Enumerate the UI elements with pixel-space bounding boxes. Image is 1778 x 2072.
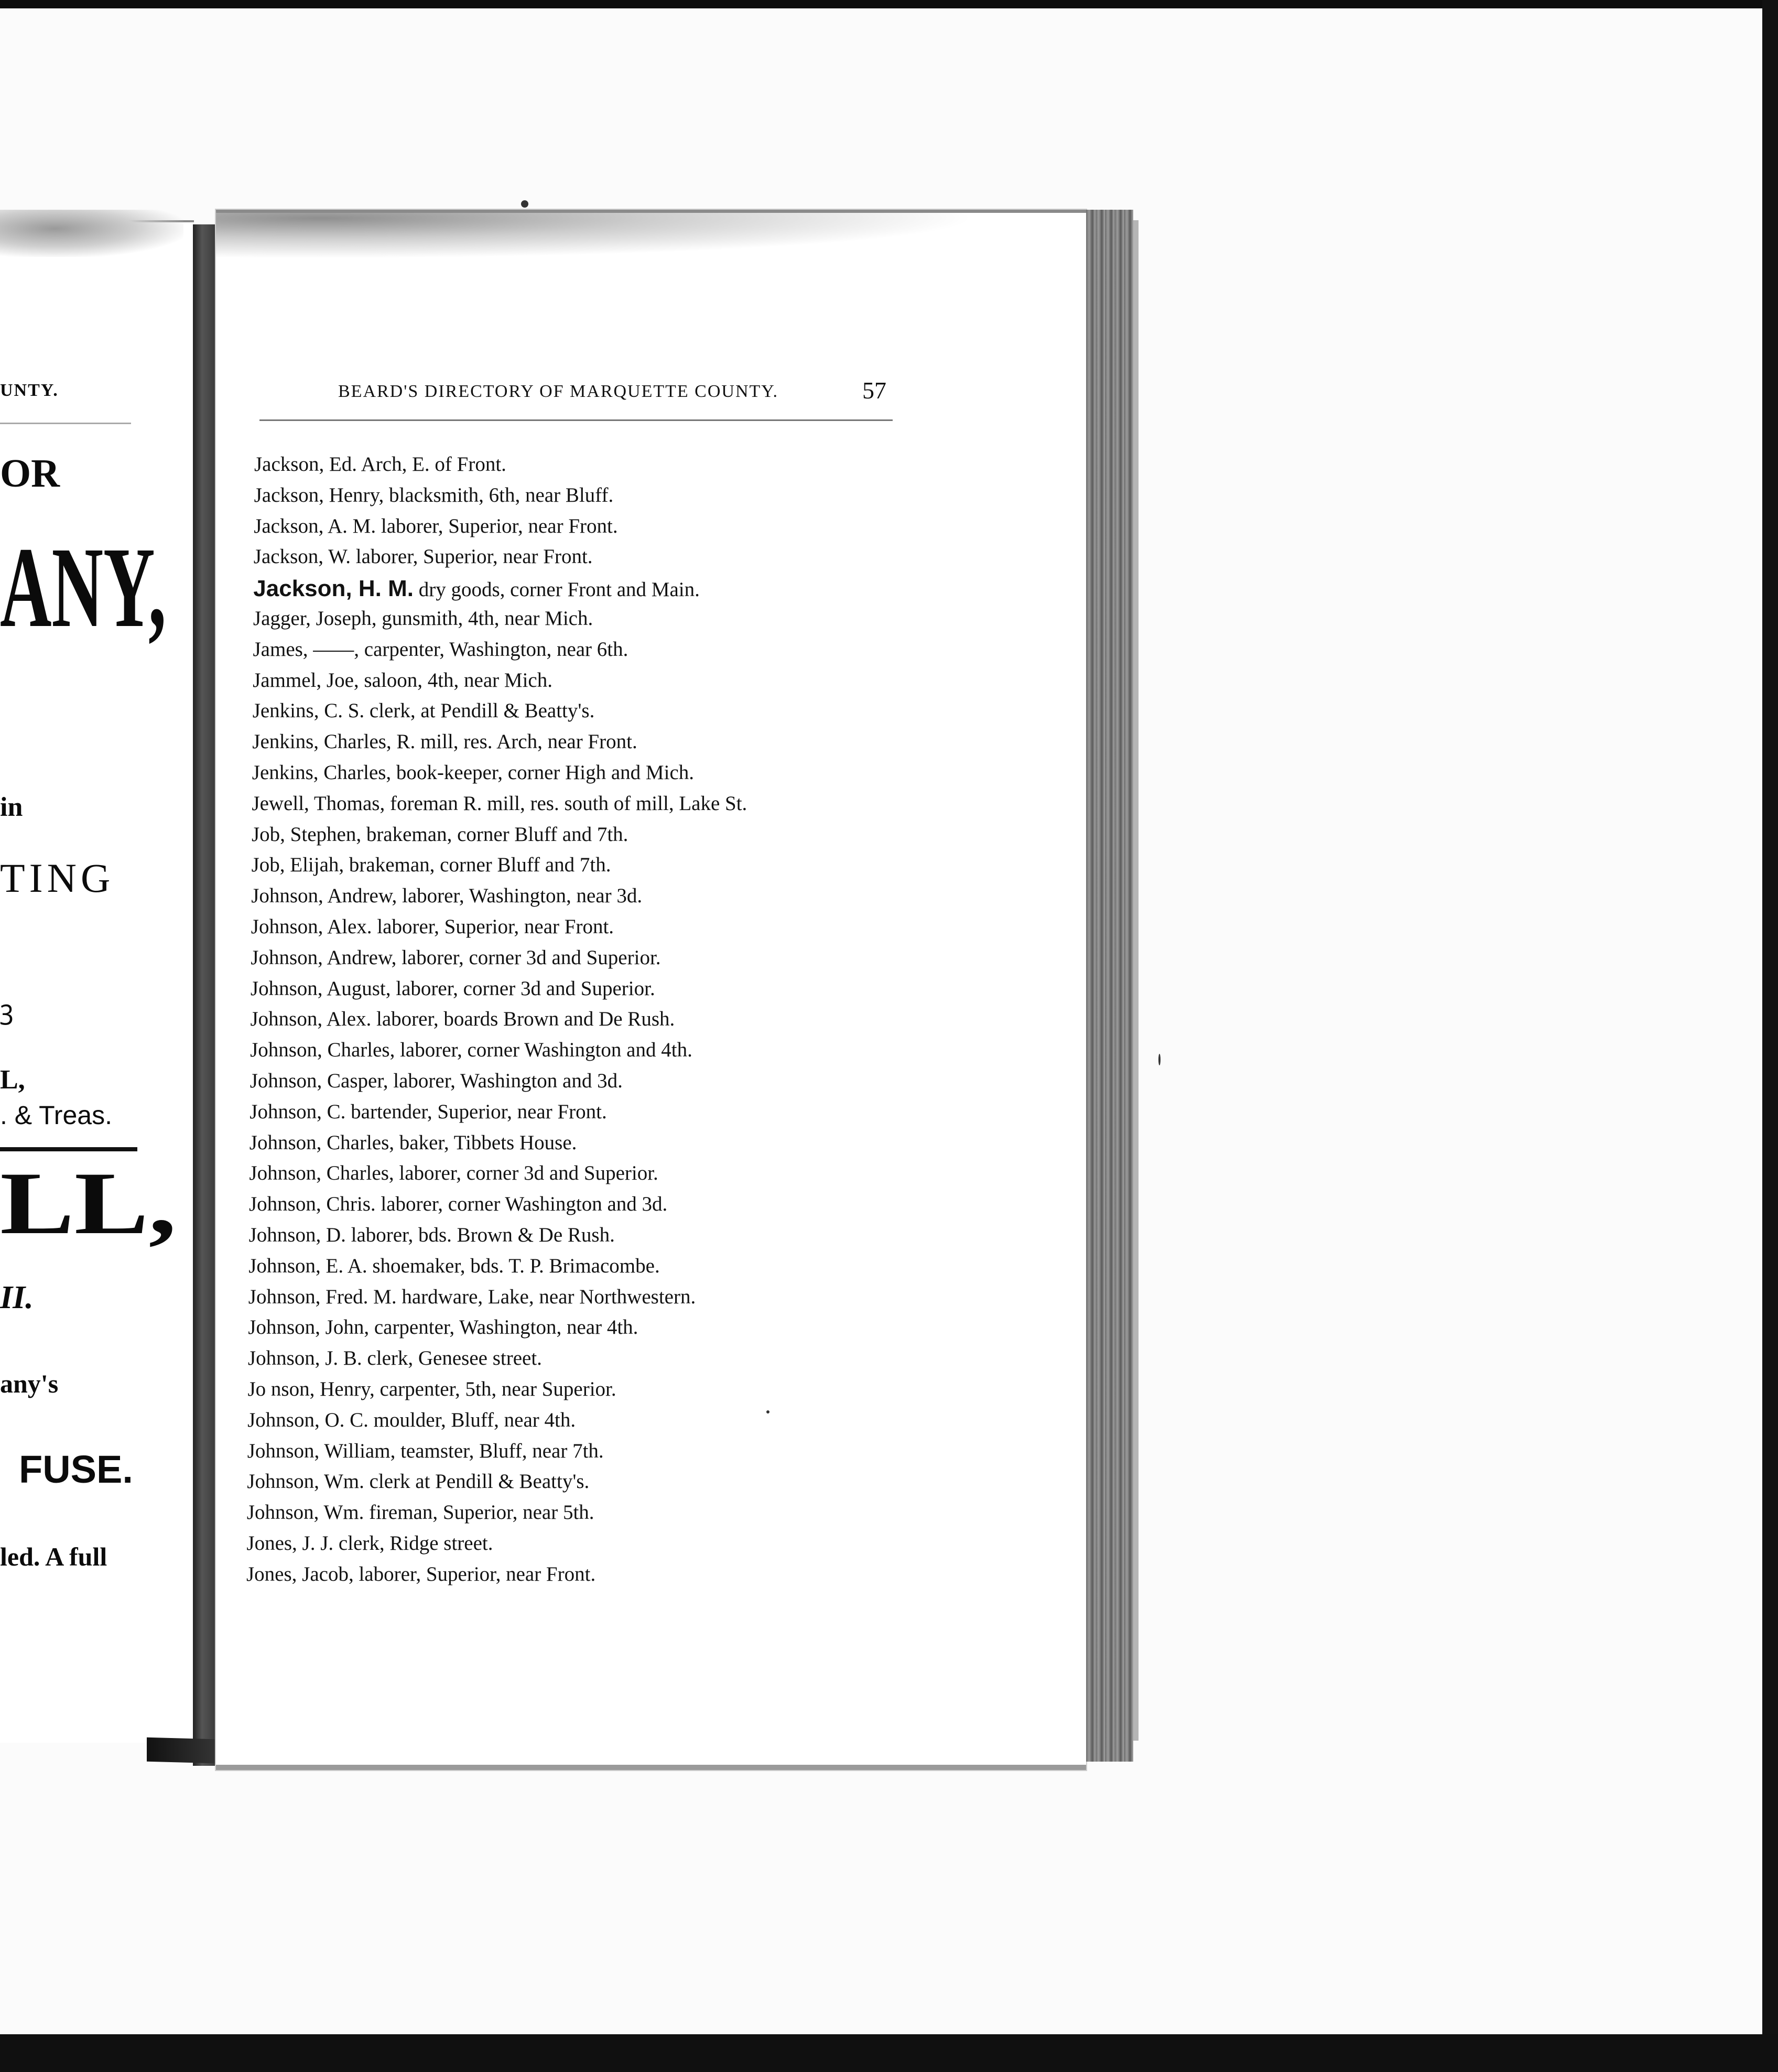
scan-speck <box>1158 1054 1161 1065</box>
directory-entry <box>253 577 700 600</box>
directory-entry <box>250 1102 606 1122</box>
scan-border-bottom <box>0 2034 1778 2072</box>
directory-entry <box>254 454 506 474</box>
directory-entry <box>249 1163 658 1183</box>
scan-border-right <box>1762 0 1778 2072</box>
entry-text: Johnson, E. A. shoemaker, bds. T. P. Brimacombe. <box>248 1254 660 1277</box>
directory-entry <box>250 1040 692 1060</box>
directory-entry <box>252 762 694 783</box>
page-edge-outer <box>1133 220 1139 1741</box>
directory-entry <box>249 1225 615 1245</box>
entry-text: Jackson, Henry, blacksmith, 6th, near Bluff. <box>254 483 614 506</box>
entry-text: Johnson, Alex. laborer, Superior, near Front. <box>251 915 614 938</box>
entry-text: Jammel, Joe, saloon, 4th, near Mich. <box>253 668 552 692</box>
left-line-ll: LL, <box>0 1154 177 1253</box>
directory-entry <box>246 1564 595 1584</box>
entry-text: Johnson, Charles, baker, Tibbets House. <box>249 1131 577 1154</box>
entry-text: Johnson, John, carpenter, Washington, near 4th. <box>248 1316 638 1339</box>
directory-entry <box>252 855 611 875</box>
entry-text: dry goods, corner Front and Main. <box>413 578 700 601</box>
directory-entry <box>246 1533 493 1553</box>
entry-text: Johnson, Wm. clerk at Pendill & Beatty's. <box>247 1470 590 1493</box>
entry-text: Jenkins, Charles, R. mill, res. Arch, near Front. <box>252 730 637 753</box>
left-line-fuse: FUSE. <box>19 1448 133 1491</box>
entry-text: Johnson, Fred. M. hardware, Lake, near Northwestern. <box>248 1285 696 1308</box>
directory-entry <box>250 1132 577 1153</box>
entry-text: Jo nson, Henry, carpenter, 5th, near Superior. <box>247 1378 616 1400</box>
directory-entry <box>254 516 617 536</box>
entry-text: Johnson, Alex. laborer, boards Brown and De Rush. <box>250 1008 675 1031</box>
directory-entry <box>251 916 614 937</box>
entry-text: Johnson, Chris. laborer, corner Washington and 3d. <box>249 1193 668 1216</box>
scan-speck <box>766 1410 769 1413</box>
entry-text: Johnson, Andrew, laborer, corner 3d and Superior. <box>251 946 661 969</box>
directory-entry <box>251 947 660 968</box>
entry-text: Jenkins, Charles, book-keeper, corner High and Mich. <box>252 761 695 784</box>
directory-entry <box>248 1317 638 1337</box>
entry-text: Johnson, C. bartender, Superior, near Front. <box>250 1100 607 1123</box>
directory-entry <box>248 1287 696 1307</box>
book-spine <box>193 224 216 1766</box>
entry-text: Jackson, A. M. laborer, Superior, near Front. <box>254 514 618 537</box>
entry-text: Johnson, Wm. fireman, Superior, near 5th. <box>246 1501 594 1524</box>
entry-text: Jones, J. J. clerk, Ridge street. <box>246 1532 493 1555</box>
directory-entry <box>247 1441 604 1461</box>
left-line-ii: II. <box>0 1280 34 1315</box>
directory-entry <box>248 1348 542 1368</box>
directory-entry <box>247 1471 589 1492</box>
left-line-anys: any's <box>0 1369 59 1398</box>
left-line-ting: TING <box>0 855 115 901</box>
entry-text: Job, Stephen, brakeman, corner Bluff and 7th. <box>252 823 628 846</box>
entry-text: Johnson, D. laborer, bds. Brown & De Rush. <box>248 1224 615 1246</box>
page-top-shadow <box>216 213 1086 265</box>
entry-text: Johnson, Casper, laborer, Washington and 3d. <box>250 1070 623 1092</box>
left-page-shadow <box>0 210 183 257</box>
entry-text: Jagger, Joseph, gunsmith, 4th, near Mich. <box>253 607 593 630</box>
directory-entry <box>253 700 595 721</box>
entry-text: Jackson, W. laborer, Superior, near Front. <box>253 545 593 568</box>
entry-text: Jenkins, C. S. clerk, at Pendill & Beatty's. <box>252 699 595 722</box>
directory-entry <box>253 670 552 690</box>
entry-text: Johnson, August, laborer, corner 3d and Superior. <box>250 977 655 1000</box>
directory-entry <box>252 824 628 845</box>
directory-entry <box>248 1379 616 1399</box>
left-line-treas: . & Treas. <box>0 1100 112 1130</box>
page-number: 57 <box>862 377 886 404</box>
directory-entry <box>252 793 747 814</box>
directory-entry <box>254 485 614 505</box>
header-rule <box>259 419 893 421</box>
running-head: BEARD'S DIRECTORY OF MARQUETTE COUNTY. <box>338 382 778 401</box>
entry-text: Johnson, Charles, laborer, corner Washington and 4th. <box>250 1039 692 1062</box>
directory-entry <box>252 731 637 752</box>
entry-text: Jones, Jacob, laborer, Superior, near Front. <box>246 1562 596 1585</box>
page-header <box>338 376 894 408</box>
scan-border-top <box>0 0 1778 8</box>
entry-text: Job, Elijah, brakeman, corner Bluff and 7th. <box>251 854 611 877</box>
directory-entry <box>248 1256 660 1276</box>
left-page <box>0 220 194 1743</box>
left-line-any: ANY, <box>0 523 167 651</box>
directory-entry <box>253 639 628 660</box>
left-line-in: in <box>0 792 23 822</box>
left-line-l: L, <box>0 1065 25 1095</box>
directory-entry <box>249 1194 667 1214</box>
directory-entry <box>247 1502 594 1523</box>
entry-text: Johnson, Charles, laborer, corner 3d and Superior. <box>249 1162 658 1185</box>
page-edge <box>1086 210 1133 1762</box>
left-running-head: UNTY. <box>0 381 59 400</box>
entry-text: James, ——, carpenter, Washington, near 6th. <box>253 638 628 661</box>
entry-text: Johnson, O. C. moulder, Bluff, near 4th. <box>247 1408 576 1431</box>
directory-entry <box>253 608 593 629</box>
entry-text: Johnson, William, teamster, Bluff, near 7th. <box>247 1439 604 1462</box>
directory-entry <box>251 1009 675 1029</box>
left-line-full: led. A full <box>0 1542 107 1571</box>
directory-entry <box>254 546 593 567</box>
entry-text: Johnson, J. B. clerk, Genesee street. <box>247 1347 542 1370</box>
left-divider-rule <box>0 1147 137 1151</box>
entry-text: Jackson, Ed. Arch, E. of Front. <box>254 453 506 476</box>
directory-entry <box>251 978 655 999</box>
left-header-rule <box>0 423 131 424</box>
directory-entry <box>251 886 642 906</box>
scan-speck <box>521 200 528 208</box>
left-line-or: OR <box>0 451 60 495</box>
entry-text: Johnson, Andrew, laborer, Washington, near 3d. <box>251 884 643 908</box>
left-line-glyph: ꝫ <box>0 995 14 1024</box>
entry-business-name: Jackson, H. M. <box>253 576 414 602</box>
entry-text: Jewell, Thomas, foreman R. mill, res. south of mill, Lake St. <box>252 792 747 815</box>
directory-entry <box>247 1410 576 1430</box>
directory-entry <box>250 1071 623 1091</box>
